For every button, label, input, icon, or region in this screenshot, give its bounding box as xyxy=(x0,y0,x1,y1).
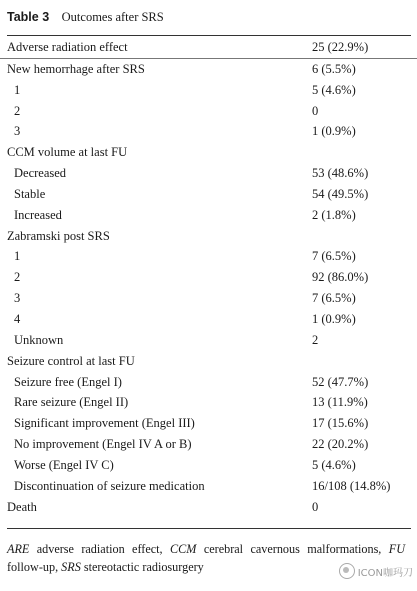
table-row xyxy=(0,205,417,226)
bottom-rule xyxy=(7,528,411,529)
row-value: 25 (22.9%) xyxy=(312,40,369,54)
row-value: 0 xyxy=(312,499,319,514)
row-label: Increased xyxy=(14,207,62,222)
table-row xyxy=(0,226,417,247)
table-row xyxy=(0,163,417,184)
row-label: 3 xyxy=(14,124,21,139)
row-label: New hemorrhage after SRS xyxy=(7,61,145,76)
table-row xyxy=(0,121,417,142)
footnote-abbreviation: FU xyxy=(388,542,405,556)
top-rule xyxy=(7,35,411,36)
table-row xyxy=(0,351,417,372)
row-value: 52 (47.7%) xyxy=(312,374,369,389)
table-row xyxy=(0,288,417,309)
row-label: Seizure control at last FU xyxy=(7,353,135,368)
row-label: Unknown xyxy=(14,332,64,347)
row-value: 92 (86.0%) xyxy=(312,270,369,285)
row-value: 5 (4.6%) xyxy=(312,82,356,97)
table-number: Table 3 xyxy=(7,10,50,24)
row-value: 53 (48.6%) xyxy=(312,166,369,181)
row-label: Stable xyxy=(14,186,46,201)
watermark xyxy=(339,563,413,579)
table-row xyxy=(0,372,417,393)
row-label: 2 xyxy=(14,270,21,285)
row-value: 6 (5.5%) xyxy=(312,61,356,76)
table-row xyxy=(0,184,417,205)
row-label: Zabramski post SRS xyxy=(7,228,110,243)
table-row xyxy=(0,455,417,476)
outcomes-table xyxy=(0,37,417,517)
row-value: 7 (6.5%) xyxy=(312,291,356,306)
table-caption xyxy=(7,10,164,25)
table-row xyxy=(0,330,417,351)
row-value: 7 (6.5%) xyxy=(312,249,356,264)
row-label: No improvement (Engel IV A or B) xyxy=(14,437,192,452)
table-row xyxy=(0,392,417,413)
row-value: 22 (20.2%) xyxy=(312,437,369,452)
row-value: 16/108 (14.8%) xyxy=(312,478,391,493)
row-label: Adverse radiation effect xyxy=(7,40,128,54)
row-label: Death xyxy=(7,499,37,514)
table-row xyxy=(0,37,417,58)
table-row xyxy=(0,309,417,330)
row-value: 1 (0.9%) xyxy=(312,124,356,139)
table-row xyxy=(0,142,417,163)
row-value: 54 (49.5%) xyxy=(312,186,369,201)
row-value: 1 (0.9%) xyxy=(312,311,356,326)
row-label: Discontinuation of seizure medication xyxy=(14,478,205,493)
row-value: 13 (11.9%) xyxy=(312,395,368,410)
row-value: 17 (15.6%) xyxy=(312,416,369,431)
row-label: Significant improvement (Engel III) xyxy=(14,416,195,431)
table-row xyxy=(0,413,417,434)
row-label: Worse (Engel IV C) xyxy=(14,457,114,472)
table-row xyxy=(0,434,417,455)
table-row xyxy=(0,246,417,267)
wechat-icon xyxy=(339,563,355,579)
table-row xyxy=(0,476,417,497)
table-row xyxy=(0,267,417,288)
row-label: CCM volume at last FU xyxy=(7,145,128,160)
footnote-abbreviation: ARE xyxy=(7,542,30,556)
table-row xyxy=(0,497,417,518)
row-label: 4 xyxy=(14,311,21,326)
row-label: Rare seizure (Engel II) xyxy=(14,395,129,410)
row-label: 2 xyxy=(14,103,21,118)
row-label: 1 xyxy=(14,249,21,264)
row-value: 0 xyxy=(312,103,319,118)
row-value: 5 (4.6%) xyxy=(312,457,356,472)
row-label: Seizure free (Engel I) xyxy=(14,374,122,389)
table-row xyxy=(0,101,417,122)
table-row xyxy=(0,58,417,80)
row-value: 2 xyxy=(312,332,319,347)
footnote-definition: follow-up, xyxy=(7,560,62,574)
table-row xyxy=(0,80,417,101)
footnote-definition: cerebral cavernous malformations, xyxy=(196,542,389,556)
table-title: Outcomes after SRS xyxy=(61,10,164,24)
row-label: Decreased xyxy=(14,166,67,181)
footnote-abbreviation: SRS xyxy=(61,560,81,574)
footnote-definition: stereotactic radiosurgery xyxy=(80,560,204,574)
watermark-text: ICON咖玛刀 xyxy=(357,567,413,579)
footnote-abbreviation: CCM xyxy=(170,542,197,556)
row-value: 2 (1.8%) xyxy=(312,207,356,222)
row-label: 3 xyxy=(14,291,21,306)
row-label: 1 xyxy=(14,82,21,97)
footnote-definition: adverse radiation effect, xyxy=(29,542,170,556)
